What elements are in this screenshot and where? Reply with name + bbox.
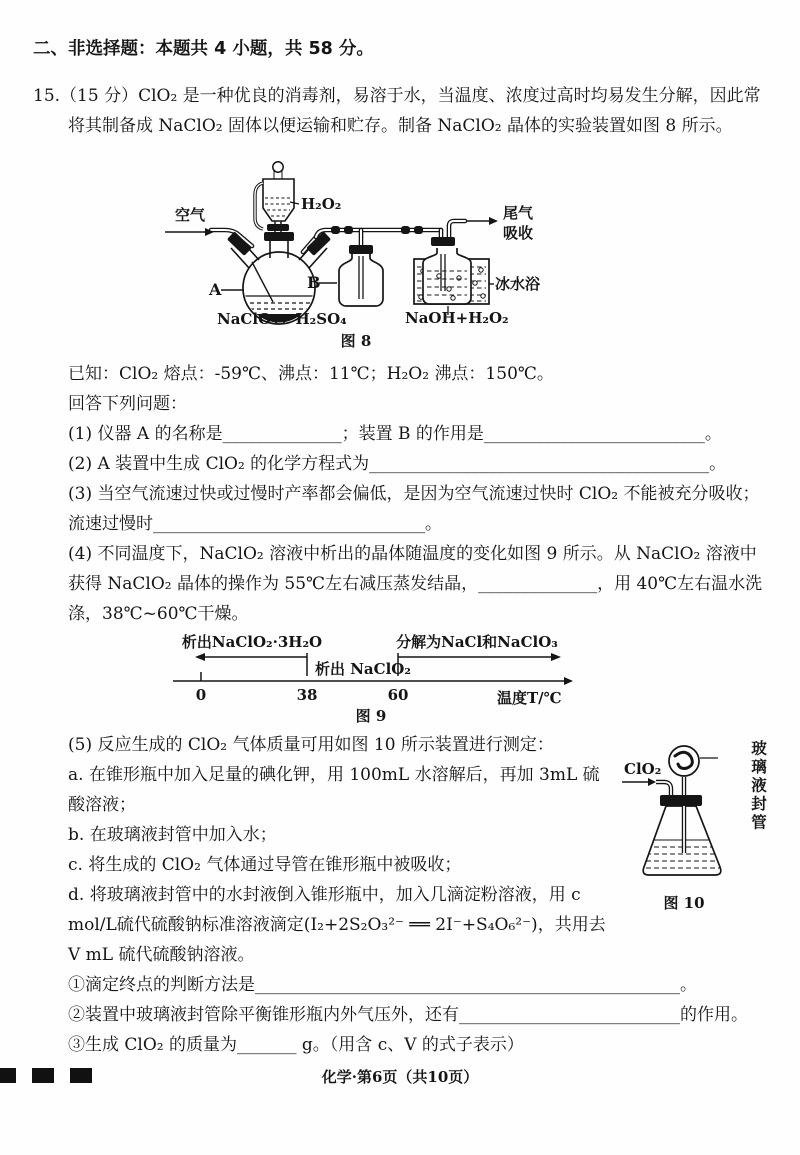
bottle-b-letter: B <box>307 273 321 292</box>
tick-0: 0 <box>195 686 207 704</box>
flask-a-letter: A <box>209 280 222 299</box>
part-2: (2) A 装置中生成 ClO₂ 的化学方程式为________________________________________。 <box>68 454 727 474</box>
page-footer: 化学·第6页（共10页） <box>321 1068 479 1086</box>
flask-contents-label: NaClO₃+ H₂SO₄ <box>217 310 347 328</box>
figure-10-caption: 图 10 <box>663 894 705 912</box>
step-a: a. 在锥形瓶中加入足量的碘化钾，用 100mL 水溶解后，再加 3mL 硫酸溶液； <box>68 765 600 815</box>
question-15-intro: 15.（15 分）ClO₂ 是一种优良的消毒剂，易溶于水，当温度、浓度过高时均易发生分解，因此常将其制备成 NaClO₂ 固体以便运输和贮存。制备 NaClO₂ 晶体的实验装置如图 8 所示。 <box>33 86 761 136</box>
tick-38: 38 <box>296 686 318 704</box>
part-1: (1) 仪器 A 的名称是______________；装置 B 的作用是__________________________。 <box>68 424 722 444</box>
step-d: d. 将玻璃液封管中的水封液倒入锥形瓶中，加入几滴淀粉溶液，用 c mol/L硫代硫酸钠标准溶液滴定(I₂+2S₂O₃²⁻ ══ 2I⁻+S₄O₆²⁻)，共用去 V mL 硫代硫酸钠溶液。 <box>68 885 606 965</box>
part-3: (3) 当空气流速过快或过慢时产率都会偏低，是因为空气流速过快时 ClO₂ 不能被充分吸收；流速过慢时________________________________。 <box>68 484 760 534</box>
safety-bottle-b <box>339 245 383 306</box>
air-label: 空气 <box>175 206 206 224</box>
figure-9 <box>145 629 597 728</box>
absorption-bottle <box>423 248 471 304</box>
tick-60: 60 <box>387 686 409 704</box>
range-mid-label: 析出 NaClO₂ <box>315 660 411 678</box>
figure-8-apparatus-drawing <box>151 158 587 352</box>
step-b: b. 在玻璃液封管中加入水； <box>68 825 277 845</box>
ice-water-bath <box>414 237 489 304</box>
tail-gas-arrow <box>467 217 498 225</box>
part-5-block <box>68 730 772 1060</box>
stopper <box>660 795 702 806</box>
sub-question-1: ①滴定终点的判断方法是__________________________________________________。 <box>68 975 697 995</box>
bath-contents-label: NaOH+H₂O₂ <box>405 309 509 327</box>
step-c: c. 将生成的 ClO₂ 气体通过导管在锥形瓶中被吸收； <box>68 855 462 875</box>
range-low-label: 析出NaClO₂·3H₂O <box>181 633 323 651</box>
answer-prompt: 回答下列问题： <box>68 394 187 414</box>
figure-9-caption: 图 9 <box>355 707 387 723</box>
range-high-label: 分解为NaCl和NaClO₃ <box>396 633 558 651</box>
tail-gas-label-1: 尾气 <box>503 204 534 222</box>
part-5-intro: (5) 反应生成的 ClO₂ 气体质量可用如图 10 所示装置进行测定： <box>68 735 554 755</box>
figure-9-temperature-axis <box>145 629 597 723</box>
clo2-gas-label: ClO₂ <box>624 760 662 778</box>
tail-gas-label-2: 吸收 <box>503 224 534 242</box>
air-arrow <box>165 228 214 236</box>
gas-inlet-arrow <box>622 778 656 786</box>
figure-8-caption: 图 8 <box>340 332 372 350</box>
figure-10-flask-drawing <box>620 732 748 890</box>
seal-bulb <box>669 746 699 776</box>
figure-10 <box>620 732 772 924</box>
known-info: 已知：ClO₂ 熔点：-59℃、沸点：11℃；H₂O₂ 沸点：150℃。 <box>68 364 554 384</box>
figure-8 <box>151 158 587 357</box>
seal-tube-label: 玻璃液封管 <box>749 740 768 833</box>
sub-question-2: ②装置中玻璃液封管除平衡锥形瓶内外气压外，还有__________________________的作用。 <box>68 1005 748 1025</box>
section-header: 二、非选择题：本题共 4 小题，共 58 分。 <box>33 39 374 59</box>
part-4: (4) 不同温度下，NaClO₂ 溶液中析出的晶体随温度的变化如图 9 所示。从 NaClO₂ 溶液中获得 NaClO₂ 晶体的操作为 55℃左右减压蒸发结晶，______________，用 40℃左右温水洗涤，38℃~60℃干燥。 <box>68 544 763 624</box>
h2o2-label: H₂O₂ <box>301 195 342 213</box>
sub-question-3: ③生成 ClO₂ 的质量为_______ g。（用含 c、V 的式子表示） <box>68 1035 524 1055</box>
dropping-funnel <box>255 162 294 234</box>
axis-label: 温度T/℃ <box>497 689 562 707</box>
ice-bath-label: 冰水浴 <box>495 275 541 293</box>
